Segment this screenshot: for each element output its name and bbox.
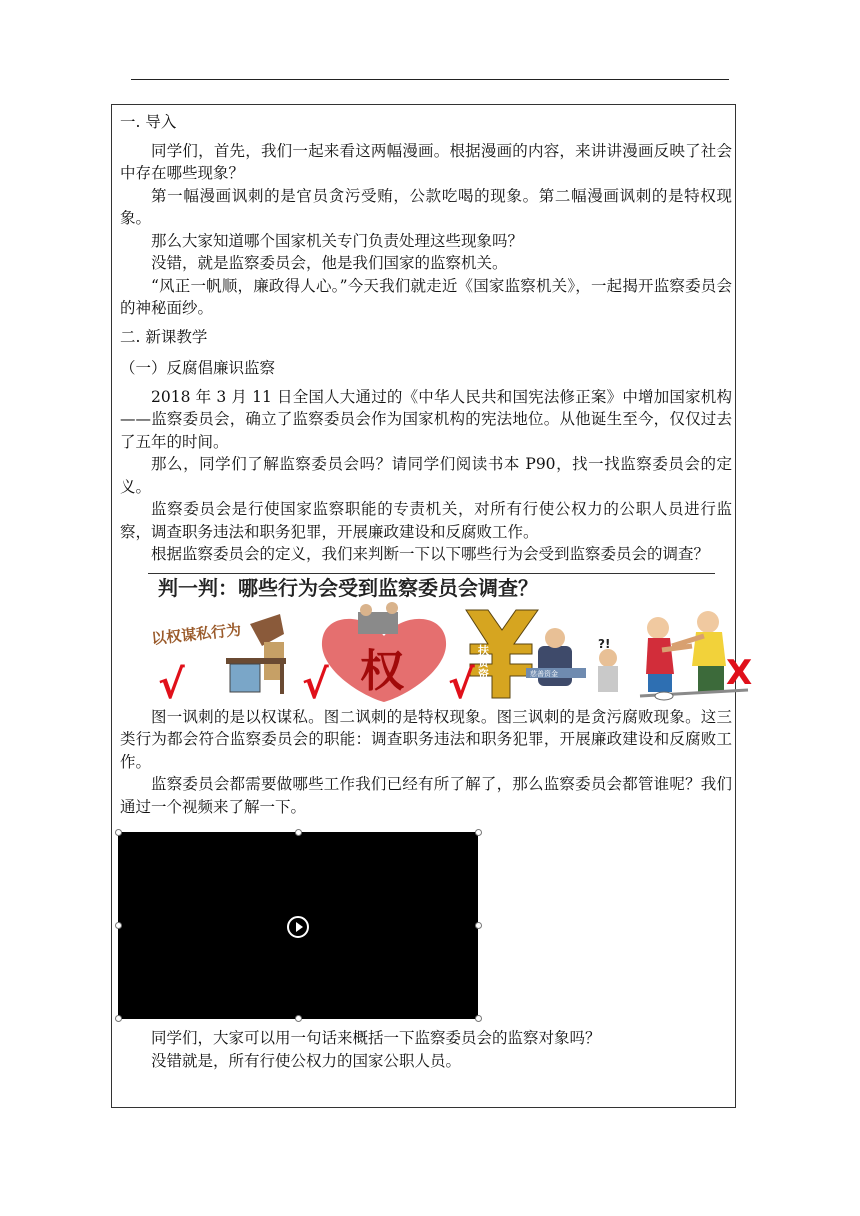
- resize-handle[interactable]: [295, 1015, 302, 1022]
- resize-handle[interactable]: [475, 1015, 482, 1022]
- resize-handle[interactable]: [115, 922, 122, 929]
- resize-handle[interactable]: [475, 829, 482, 836]
- subheading: （一）反腐倡廉识监察: [120, 359, 276, 377]
- video-player[interactable]: [118, 832, 478, 1019]
- resize-handle[interactable]: [295, 829, 302, 836]
- cartoon-panels: [150, 606, 753, 708]
- play-icon[interactable]: [287, 916, 309, 938]
- check-mark-icon: √: [302, 661, 329, 708]
- resize-handle[interactable]: [115, 1015, 122, 1022]
- paragraph: 监察委员会是行使国家监察职能的专责机关，对所有行使公权力的公职人员进行监察，调查职务违法和职务犯罪，开展廉政建设和反腐败工作。: [120, 500, 732, 541]
- section-heading-new-lesson: 二. 新课教学: [120, 327, 208, 346]
- section-heading-intro: 一. 导入: [120, 113, 177, 131]
- resize-handle[interactable]: [115, 829, 122, 836]
- paragraph: 同学们，大家可以用一句话来概括一下监察委员会的监察对象吗？: [151, 1029, 601, 1047]
- judge-image: [120, 568, 753, 708]
- paragraph: 监察委员会都需要做哪些工作我们已经有所了解了，那么监察委员会都管谁呢？我们通过一个视频来了解一下。: [120, 775, 732, 816]
- svg-text:?!: ?!: [598, 636, 611, 651]
- cartoon-panel-1: [151, 614, 286, 708]
- paragraph: “风正一帆顺，廉政得人心。”今天我们就走近《国家监察机关》，一起揭开监察委员会的神秘面纱。: [120, 276, 732, 317]
- panel1-caption: 以权谋私行为: [150, 620, 242, 648]
- svg-text:贫: 贫: [478, 655, 489, 669]
- svg-text:资: 资: [478, 667, 489, 681]
- power-character: 权: [360, 645, 404, 697]
- cartoon-panel-4: [640, 611, 752, 700]
- paragraph: 根据监察委员会的定义，我们来判断一下以下哪些行为会受到监察委员会的调查？: [151, 545, 710, 563]
- paragraph: 那么，同学们了解监察委员会吗？请同学们阅读书本 P90，找一找监察委员会的定义。: [120, 455, 732, 496]
- paragraph: 没错就是，所有行使公权力的国家公职人员。: [151, 1051, 462, 1070]
- check-mark-icon: √: [158, 661, 185, 708]
- paragraph: 同学们，首先，我们一起来看这两幅漫画。根据漫画的内容，来讲讲漫画反映了社会中存在哪些现象？: [120, 141, 732, 182]
- cartoon-panel-2: [302, 602, 446, 708]
- cartoon-panel-3: [448, 610, 618, 708]
- svg-text:金: 金: [478, 679, 489, 693]
- paragraph: 那么大家知道哪个国家机关专门负责处理这些现象吗？: [151, 231, 524, 250]
- judge-rule: [148, 573, 715, 574]
- lesson-content: [120, 111, 753, 1072]
- svg-text:扶: 扶: [478, 643, 489, 657]
- svg-text:慈善资金: 慈善资金: [530, 669, 558, 678]
- header-rule: [131, 79, 729, 80]
- resize-handle[interactable]: [475, 922, 482, 929]
- check-mark-icon: √: [448, 661, 475, 708]
- cross-mark-icon: X: [726, 652, 753, 693]
- lesson-table-cell: [111, 104, 753, 1108]
- paragraph: 2018 年 3 月 11 日全国人大通过的《中华人民共和国宪法修正案》中增加国家机构——监察委员会，确立了监察委员会作为国家机构的宪法地位。从他诞生至今，仅仅过去了五年的时间。: [120, 387, 732, 451]
- judge-title: 判一判：哪些行为会受到监察委员会调查？: [158, 575, 538, 600]
- paragraph: 第一幅漫画讽刺的是官员贪污受贿，公款吃喝的现象。第二幅漫画讽刺的是特权现象。: [120, 186, 732, 227]
- paragraph: 图一讽刺的是以权谋私。图二讽刺的是特权现象。图三讽刺的是贪污腐败现象。这三类行为都会符合监察委员会的职能：调查职务违法和职务犯罪，开展廉政建设和反腐败工作。: [120, 707, 732, 771]
- paragraph: 没错，就是监察委员会，他是我们国家的监察机关。: [151, 254, 508, 272]
